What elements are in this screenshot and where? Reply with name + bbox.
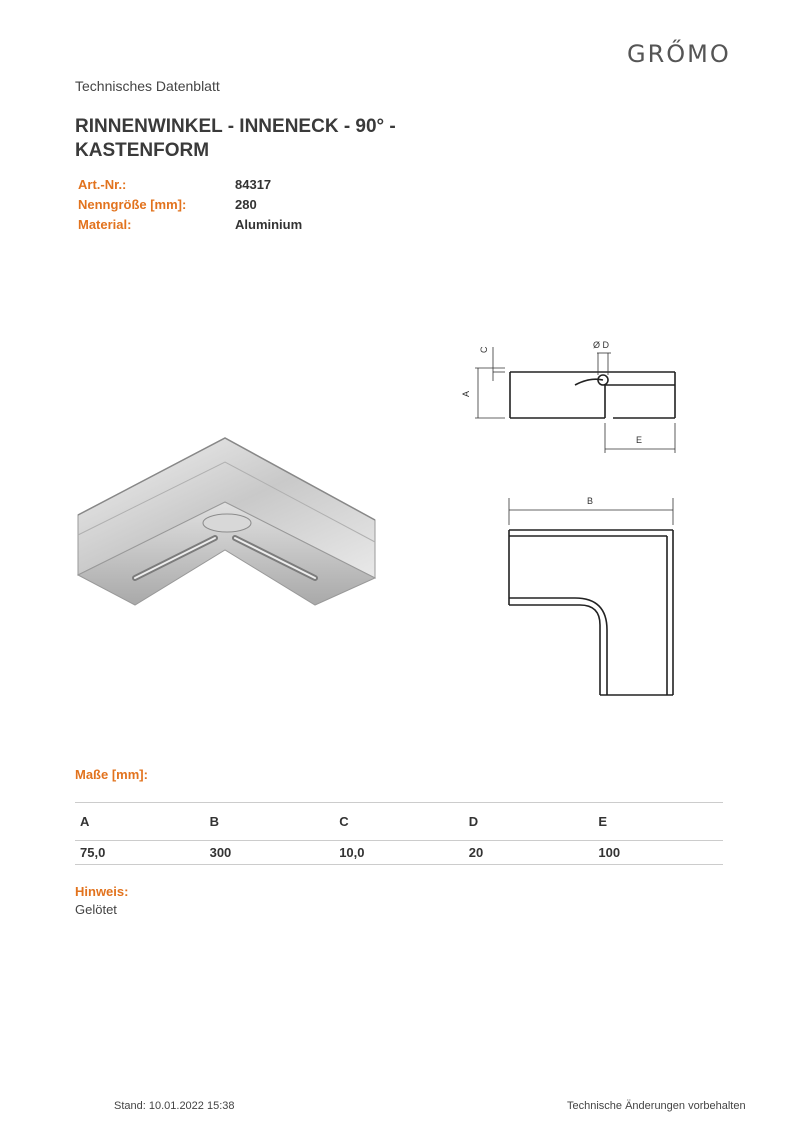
note-text: Gelötet xyxy=(75,902,117,917)
document-type: Technisches Datenblatt xyxy=(75,78,220,94)
column-header: E xyxy=(593,803,723,841)
dimension-label-b: B xyxy=(587,496,594,506)
technical-drawing-side xyxy=(455,335,695,455)
spec-list xyxy=(78,174,302,234)
page-title: RINNENWINKEL - INNENECK - 90° - KASTENFORM xyxy=(75,116,396,161)
spec-value: 84317 xyxy=(235,176,272,192)
column-header: C xyxy=(334,803,464,841)
dimension-label-c: C xyxy=(479,346,489,353)
spec-value: Aluminium xyxy=(235,216,303,232)
dimensions-heading: Maße [mm]: xyxy=(75,767,148,782)
footer-date: Stand: 10.01.2022 15:38 xyxy=(114,1100,235,1112)
dimension-label-d: Ø D xyxy=(593,340,610,350)
dimensions-table xyxy=(75,802,723,865)
spec-label: Nenngröße [mm]: xyxy=(78,196,187,212)
table-header-row xyxy=(75,803,723,841)
brand-logo: GRŐMO xyxy=(627,40,731,68)
technical-drawing-top xyxy=(495,490,685,700)
spec-row-size xyxy=(78,194,302,214)
column-header: A xyxy=(75,803,205,841)
footer-disclaimer: Technische Änderungen vorbehalten xyxy=(567,1100,746,1112)
spec-row-article xyxy=(78,174,302,194)
spec-label: Material: xyxy=(78,216,132,232)
spec-label: Art.-Nr.: xyxy=(78,176,127,192)
spec-row-material xyxy=(78,214,302,234)
spec-value: 280 xyxy=(235,196,257,212)
product-photo xyxy=(75,430,385,610)
column-header: B xyxy=(205,803,335,841)
table-cell: 300 xyxy=(205,841,335,865)
table-cell: 10,0 xyxy=(334,841,464,865)
note-heading: Hinweis: xyxy=(75,884,129,899)
dimension-label-e: E xyxy=(636,435,643,445)
dimension-label-a: A xyxy=(461,390,471,397)
table-cell: 75,0 xyxy=(75,841,205,865)
table-row xyxy=(75,841,723,865)
table-cell: 100 xyxy=(593,841,723,865)
column-header: D xyxy=(464,803,594,841)
table-cell: 20 xyxy=(464,841,594,865)
